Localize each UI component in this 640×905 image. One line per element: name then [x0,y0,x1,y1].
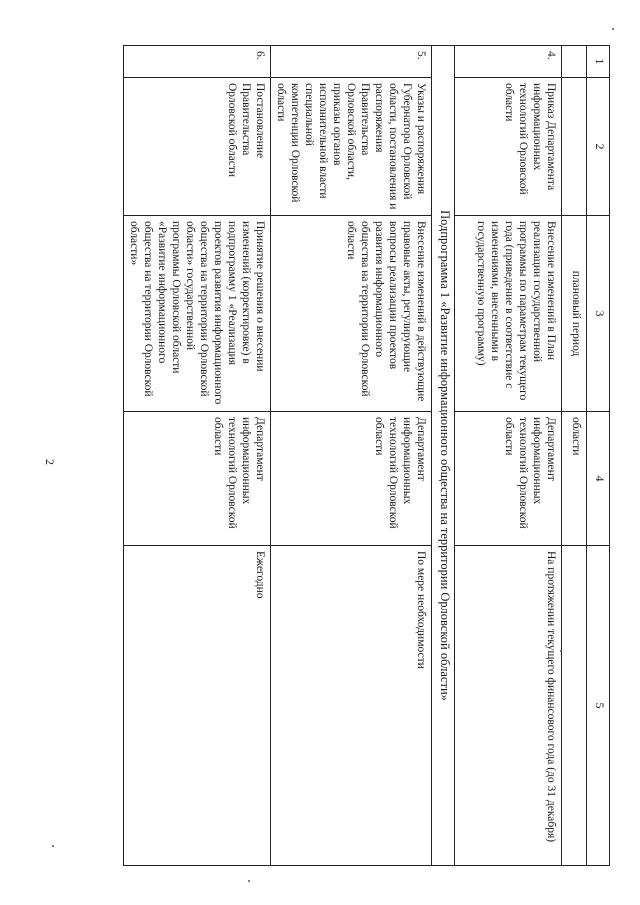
table-cell [562,78,587,216]
scan-speck [560,650,562,652]
subprogram-title: Подпрограмма 1 «Развитие информационного общества на территории Орловской области» [432,46,455,866]
rotated-table-wrapper [90,45,610,865]
subprogram-row [432,46,455,866]
row-number: 4. [455,46,562,78]
executor: Департамент информационных технологий Орловской области [455,412,562,546]
executor: Департамент информационных технологий Орловской области [123,412,270,546]
act-content: Внесение изменений в План реализации государственной программы по параметрам текущего года (приведение в соответствие с изменениями, внесенными в государственную программу) [455,216,562,412]
header-cell: 3 [587,216,610,412]
deadline: На протяжении текущего финансового года (до 31 декабря) [455,546,562,866]
header-cell: 2 [587,78,610,216]
table-row [270,46,431,866]
act-content: Внесение изменений в действующие правовые акты, регулирующие вопросы реализации проектов развития информационного общества на территории Орловской области [270,216,431,412]
table-cell [562,546,587,866]
deadline: По мере необходимости [270,546,431,866]
table-row [123,46,270,866]
scan-speck [52,845,54,847]
row-number: 6. [123,46,270,78]
scan-speck [248,880,250,882]
page-number: 2 [43,459,57,465]
executor: Департамент информационных технологий Орловской области [270,412,431,546]
act-content: Принятие решения о внесении изменений (корректировке) в подпрограмму 1 «Реализация проектов развития информационного общества на территории Орловской области» государственной программы Орловской области «Развитие информационного общества на территории Орловской области» [123,216,270,412]
row-number: 5. [270,46,431,78]
header-cell: 4 [587,412,610,546]
continuation-row [562,46,587,866]
table-row [455,46,562,866]
act-type: Постановление Правительства Орловской области [123,78,270,216]
measures-table [123,45,610,866]
scan-speck [612,28,614,30]
act-type: Указы и распоряжения Губернатора Орловской области, постановления и распоряжения Правительства Орловской области, приказы органов исполнительной власти специальной компетенции Орловской области [270,78,431,216]
deadline: Ежегодно [123,546,270,866]
header-cell: 1 [587,46,610,78]
table-cell [562,46,587,78]
act-type: Приказ Департамента информационных технологий Орловской области [455,78,562,216]
table-header-row [587,46,610,866]
table-cell: области [562,412,587,546]
table-cell: плановый период [562,216,587,412]
header-cell: 5 [587,546,610,866]
